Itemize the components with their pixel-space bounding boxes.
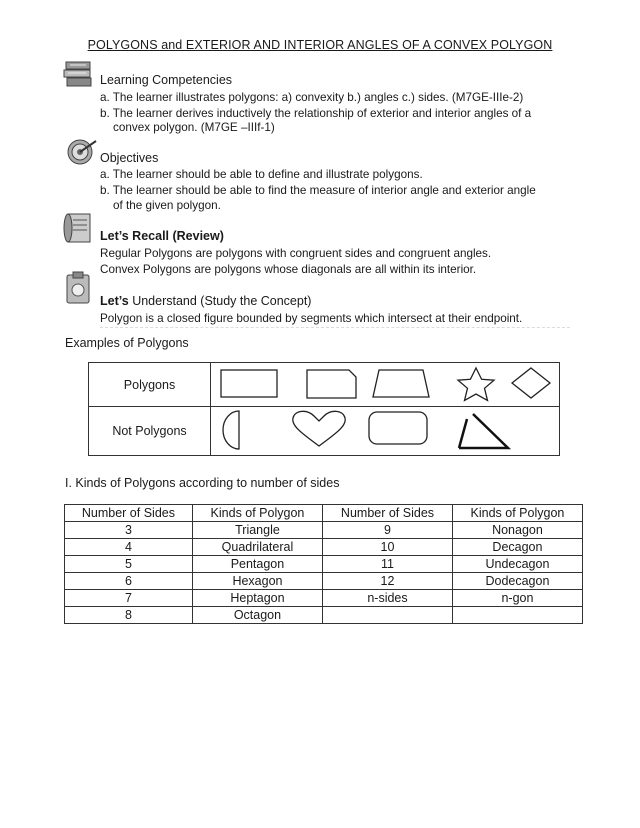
examples-label-polygons: Polygons <box>89 363 211 406</box>
table-cell: Quadrilateral <box>192 539 322 556</box>
table-cell: 12 <box>323 573 453 590</box>
cut-rectangle-shape <box>307 370 356 398</box>
objective-a: a. The learner should be able to define and illustrate polygons. <box>100 168 423 181</box>
table-row <box>65 539 583 556</box>
competencies-heading: Learning Competencies <box>100 73 233 87</box>
table-row <box>65 556 583 573</box>
table-cell <box>452 607 582 624</box>
recall-line-convex: Convex Polygons are polygons whose diagonals are all within its interior. <box>100 263 477 276</box>
col-header: Kinds of Polygon <box>452 505 582 522</box>
recall-heading: Let’s Recall (Review) <box>100 229 224 243</box>
table-cell: Pentagon <box>192 556 322 573</box>
kinds-table <box>64 504 583 624</box>
table-cell: Heptagon <box>192 590 322 607</box>
table-row <box>65 573 583 590</box>
table-cell: n-sides <box>323 590 453 607</box>
competency-a: a. The learner illustrates polygons: a) convexity b.) angles c.) sides. (M7GE-IIIe-2) <box>100 91 524 104</box>
examples-row-polygons <box>89 363 559 407</box>
col-header: Number of Sides <box>323 505 453 522</box>
table-row <box>65 607 583 624</box>
table-cell: Dodecagon <box>452 573 582 590</box>
trapezoid-shape <box>373 370 429 397</box>
table-cell <box>323 607 453 624</box>
diamond-shape <box>512 368 550 398</box>
heart-shape <box>293 411 345 446</box>
table-cell: 5 <box>65 556 193 573</box>
non-polygon-shapes <box>211 406 559 455</box>
examples-label-not-polygons: Not Polygons <box>89 406 211 455</box>
table-cell: Nonagon <box>452 522 582 539</box>
table-cell: Octagon <box>192 607 322 624</box>
examples-table <box>88 362 560 456</box>
table-cell: 3 <box>65 522 193 539</box>
col-header: Kinds of Polygon <box>192 505 322 522</box>
open-triangle-shape <box>459 414 508 448</box>
table-cell: Hexagon <box>192 573 322 590</box>
half-circle-shape <box>223 411 239 449</box>
objective-b: b. The learner should be able to find the measure of interior angle and exterior angle <box>100 184 536 197</box>
col-header: Number of Sides <box>65 505 193 522</box>
understand-line-polygon: Polygon is a closed figure bounded by segments which intersect at their endpoint. <box>100 312 523 325</box>
objectives-heading: Objectives <box>100 151 159 165</box>
target-icon <box>62 137 98 167</box>
rounded-rectangle-shape <box>369 412 427 444</box>
table-cell: 8 <box>65 607 193 624</box>
examples-title: Examples of Polygons <box>65 336 189 350</box>
clipboard-icon <box>62 270 96 306</box>
understand-heading <box>100 294 311 308</box>
table-row <box>65 590 583 607</box>
kinds-header-row <box>65 505 583 522</box>
table-cell: 6 <box>65 573 193 590</box>
star-shape <box>458 368 494 401</box>
table-cell: Decagon <box>452 539 582 556</box>
table-row <box>65 522 583 539</box>
table-cell: Undecagon <box>452 556 582 573</box>
table-cell: 7 <box>65 590 193 607</box>
table-cell: 4 <box>65 539 193 556</box>
table-cell: Triangle <box>192 522 322 539</box>
scroll-icon <box>62 210 96 246</box>
page-title: POLYGONS and EXTERIOR AND INTERIOR ANGLES OF A CONVEX POLYGON <box>87 38 553 52</box>
examples-row-not-polygons <box>89 406 559 455</box>
table-cell: 9 <box>323 522 453 539</box>
books-icon <box>62 56 98 92</box>
objective-b-cont: of the given polygon. <box>113 199 221 212</box>
rectangle-shape <box>221 370 277 397</box>
table-cell: 10 <box>323 539 453 556</box>
recall-line-regular: Regular Polygons are polygons with congruent sides and congruent angles. <box>100 247 492 260</box>
understand-heading-rest: Understand (Study the Concept) <box>128 294 312 308</box>
kinds-title: I. Kinds of Polygons according to number of sides <box>65 476 340 490</box>
table-cell: n-gon <box>452 590 582 607</box>
competency-b-cont: convex polygon. (M7GE –IIIf-1) <box>113 121 275 134</box>
table-cell: 11 <box>323 556 453 573</box>
competency-b: b. The learner derives inductively the relationship of exterior and interior angles of a <box>100 107 532 120</box>
page-cut-line <box>100 327 570 329</box>
polygon-shapes <box>211 363 559 406</box>
understand-heading-bold: Let’s <box>100 294 129 308</box>
